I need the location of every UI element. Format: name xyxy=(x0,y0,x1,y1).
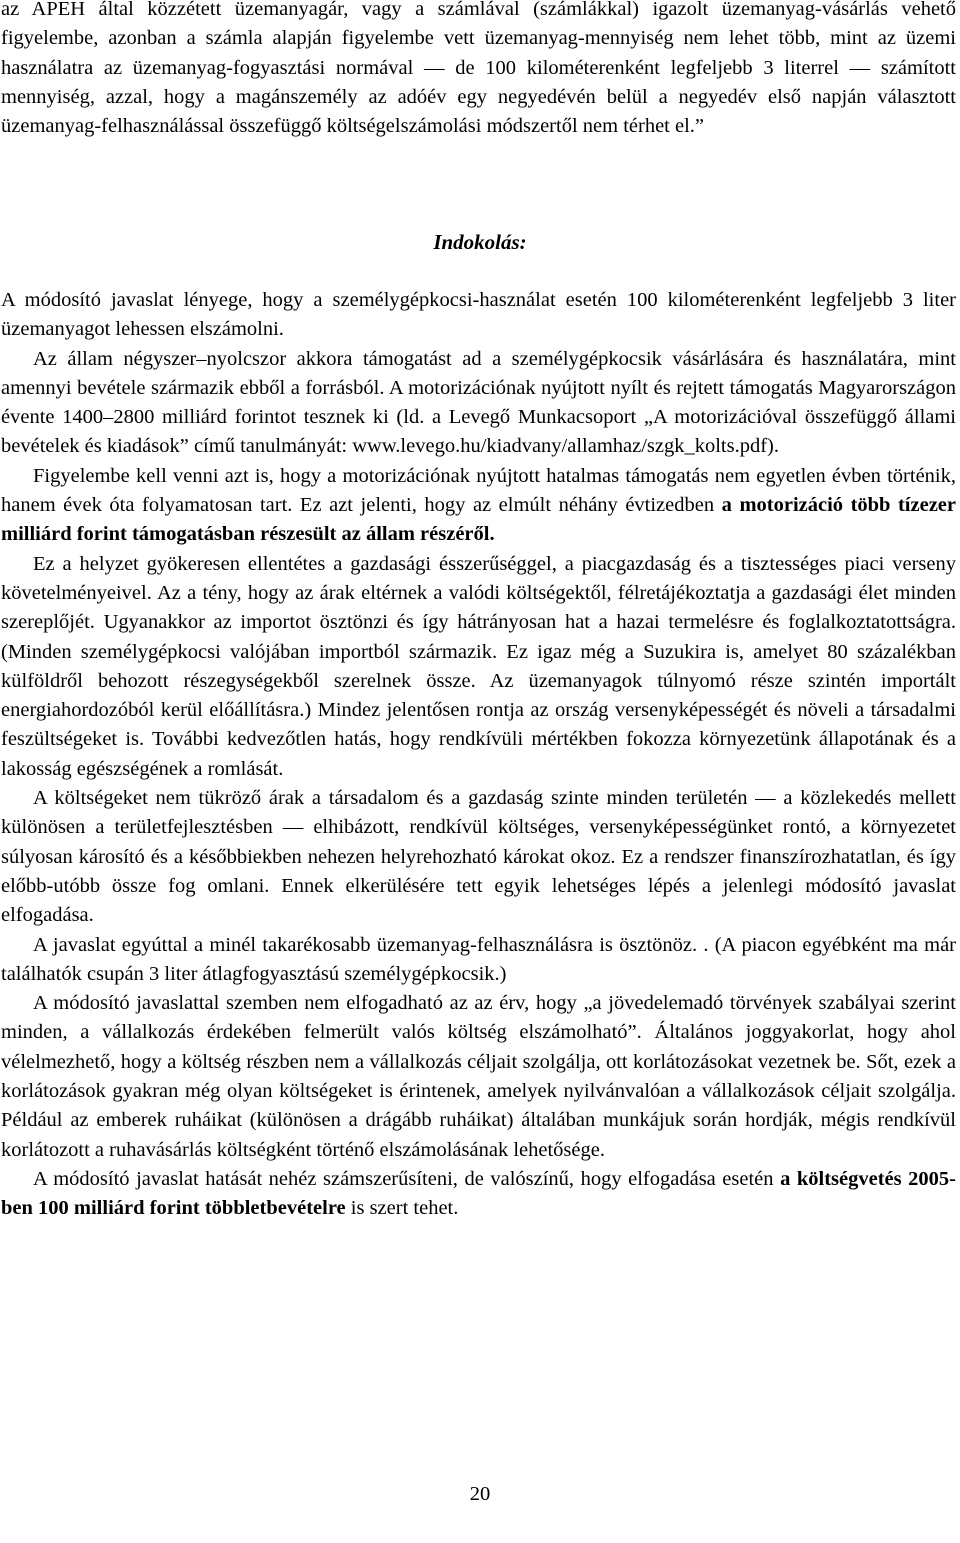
bold-text-run: a költségvetés 2005-ben 100 milliárd forint többletbevételre xyxy=(1,1167,956,1220)
paragraph xyxy=(1,784,956,930)
opening-paragraph: az APEH által közzétett üzemanyagár, vagy a számlával (számlákkal) igazolt üzemanyag-vásárlás vehető figyelembe, azonban a számla alapján figyelembe vett üzemanyag-mennyiség nem lehet több, mint az üzemi használatra az üzemanyag-fogyasztási normával — de 100 kilométerenként legfeljebb 3 literrel — számított mennyiség, azzal, hogy a magánszemély az adóév egy negyedévén belül a negyedév első napján választott üzemanyag-felhasználással összefüggő költségelszámolási módszertől nem térhet el.” xyxy=(1,0,956,138)
body-text-main xyxy=(1,286,956,1224)
page-number: 20 xyxy=(469,1483,491,1505)
text-run: A módosító javaslat lényege, hogy a személygépkocsi-használat esetén 100 kilométerenként legfeljebb 3 liter üzemanyagot lehessen elszámolni. xyxy=(1,289,956,341)
text-run: Ez a helyzet gyökeresen ellentétes a gazdasági ésszerűséggel, a piacgazdaság és a tisztességes piaci verseny követelményeivel. Az a tény, hogy az árak eltérnek a valódi költségektől, félretájékoztatja a gazdasági élet minden szereplőjét. Ugyanakkor az importot ösztönzi és így hátrányosan hat a hazai termelésre és foglalkoztatottságra. (Minden személygépkocsi valójában importból származik. Ez igaz még a Suzukira is, amelyet 80 százalékban külföldről behozott részegységekből szerelnek össze. Az üzemanyagok túlnyomó része szintén importált energiahordozóból kerül előállításra.) Mindez jelentősen rontja az ország versenyképességét és növeli a társadalmi feszültségeket is. További kedvezőtlen hatás, hogy rendkívüli mértékben fokozza környezetünk állapotának és a lakosság egészségének a romlását. xyxy=(1,552,956,780)
paragraph xyxy=(1,345,956,462)
paragraph xyxy=(1,1165,956,1224)
body-text-top xyxy=(1,0,956,141)
section-heading: Indokolás: xyxy=(433,230,527,254)
paragraph xyxy=(1,550,956,784)
text-run: is szert tehet. xyxy=(345,1197,459,1220)
bold-text-run: a motorizáció több tízezer milliárd forint támogatásban részesült az állam részéről. xyxy=(1,494,956,546)
paragraph xyxy=(1,989,956,1165)
text-run: A költségeket nem tükröző árak a társadalom és a gazdaság szinte minden területén — a közlekedés mellett különösen a területfejlesztésben — elhibázott, rendkívül költséges, versenyképességünket rontó, a környezetet súlyosan károsító és a későbbiekben nehezen helyrehozható károkat okoz. Ez a rendszer finanszírozhatatlan, és így előbb-utóbb össze fog omlani. Ennek elkerülésére tett egyik lehetséges lépés a jelenlegi módosító javaslat elfogadása. xyxy=(1,787,956,927)
paragraph xyxy=(1,286,956,345)
text-run: Figyelembe kell venni azt is, hogy a motorizációnak nyújtott hatalmas támogatás nem egyetlen évben történik, hanem évek óta folyamatosan tart. Ez azt jelenti, hogy az elmúlt néhány évtizedben xyxy=(1,464,956,517)
text-run: A módosító javaslattal szemben nem elfogadható az az érv, hogy „a jövedelemadó törvények szabályai szerint minden, a vállalkozás érdekében felmerült valós költség elszámolható”. Általános joggyakorlat, hogy ahol vélelmezhető, hogy a költség részben nem a vállalkozás céljait szolgálja, ott korlátozásokat vezetnek be. Sőt, ezek a korlátozások gyakran még olyan költségeket is érintenek, amelyek nyilvánvalóan a vállalkozások céljait szolgálja. Például az emberek ruháikat (különösen a drágább ruháikat) általában munkájuk során hordják, mégis rendkívül korlátozott a ruhavásárlás költségként történő elszámolásának lehetősége. xyxy=(1,992,956,1161)
paragraph xyxy=(1,931,956,990)
paragraph xyxy=(1,462,956,550)
text-run: A módosító javaslat hatását nehéz számszerűsíteni, de valószínű, hogy elfogadása esetén xyxy=(33,1167,781,1190)
text-run: Az állam négyszer–nyolcszor akkora támogatást ad a személygépkocsik vásárlására és használatára, mint amennyi bevétele származik ebből a forrásból. A motorizációnak nyújtott nyílt és rejtett támogatás Magyarországon évente 1400–2800 milliárd forintot tesznek ki (ld. a Levegő Munkacsoport „A motorizációval összefüggő állami bevételek és kiadások” című tanulmányát: www.levego.hu/kiadvany/allamhaz/szgk_kolts.pdf). xyxy=(1,347,956,458)
text-run: A javaslat egyúttal a minél takarékosabb üzemanyag-felhasználásra is ösztönöz. . (A piacon egyébként ma már találhatók csupán 3 liter átlagfogyasztású személygépkocsik.) xyxy=(1,933,956,985)
